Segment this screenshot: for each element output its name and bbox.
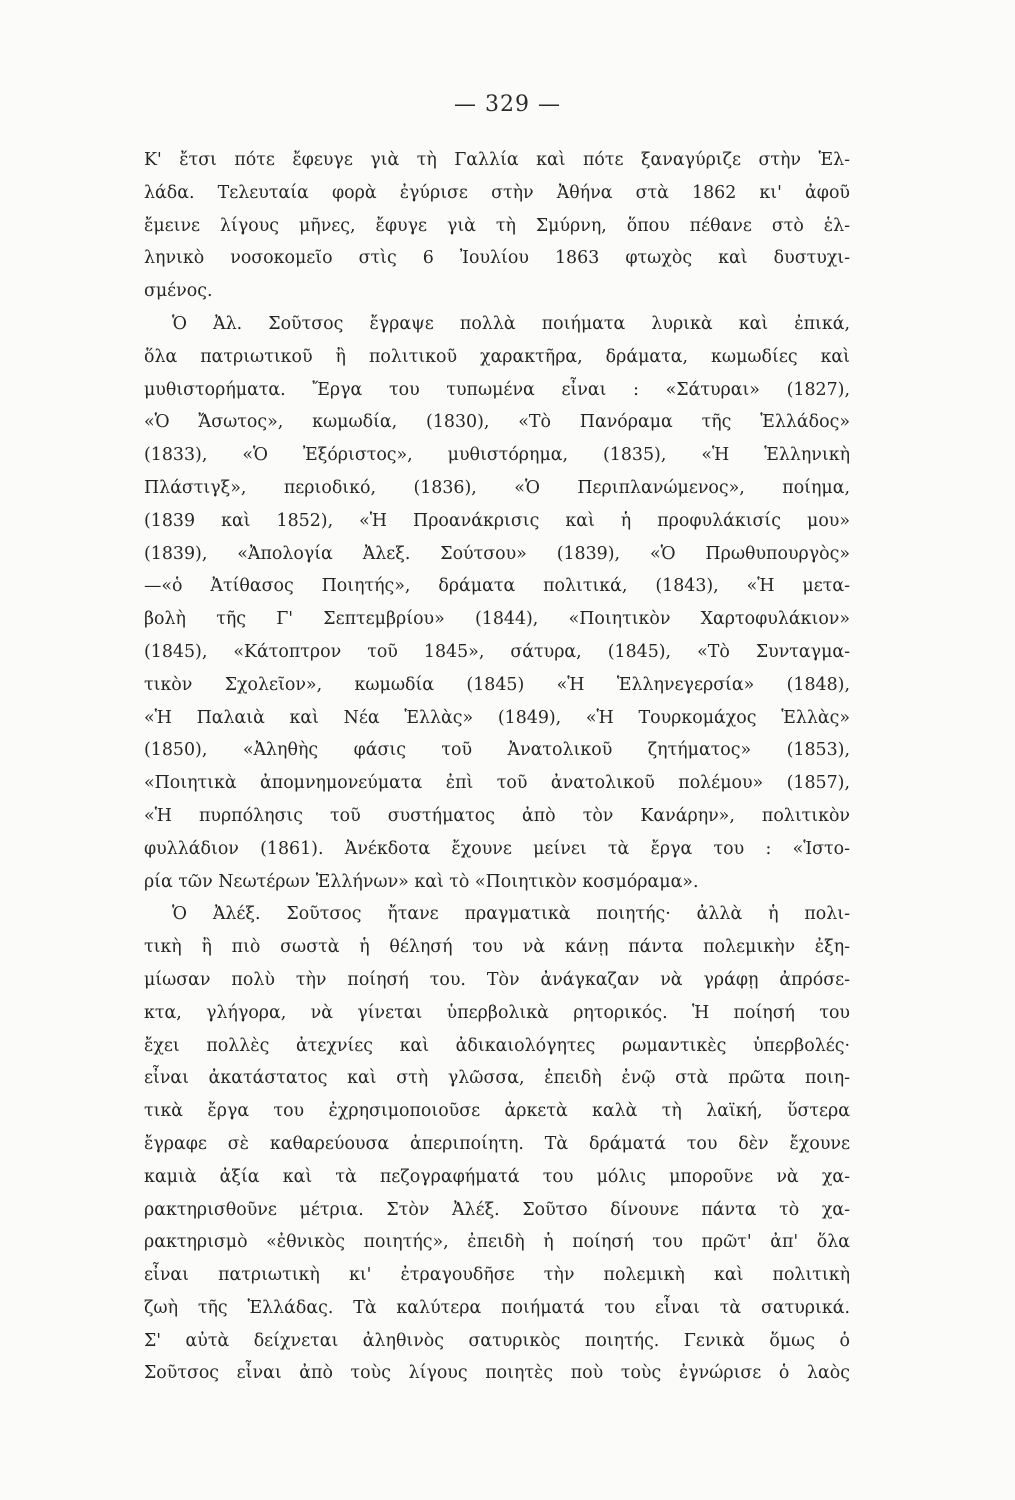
- text-line: ἔμεινε λίγους μῆνες, ἔφυγε γιὰ τὴ Σμύρνη, ὅπου πέθανε στὸ ἑλ-: [144, 215, 850, 236]
- text-line: «Ὁ Ἄσωτος», κωμωδία, (1830), «Τὸ Πανόραμα τῆς Ἑλλάδος»: [144, 412, 850, 433]
- body-text: [144, 144, 850, 1390]
- text-line: μίωσαν πολὺ τὴν ποίησή του. Τὸν ἀνάγκαζαν νὰ γράφῃ ἀπρόσε-: [144, 969, 850, 990]
- text-line: (1850), «Ἀληθὴς φάσις τοῦ Ἀνατολικοῦ ζητήματος» (1853),: [144, 740, 850, 761]
- text-line: —«ὁ Ἀτίθασος Ποιητής», δράματα πολιτικά, (1843), «Ἡ μετα-: [144, 576, 850, 597]
- text-line: Σ' αὐτὰ δείχνεται ἀληθινὸς σατυρικὸς ποιητής. Γενικὰ ὅμως ὁ: [144, 1330, 850, 1351]
- text-line: σμένος.: [144, 281, 213, 302]
- text-line: ρακτηρισθοῦνε μέτρια. Στὸν Ἀλέξ. Σοῦτσο δίνουνε πάντα τὸ χα-: [144, 1199, 850, 1220]
- text-line: (1839 καὶ 1852), «Ἡ Προανάκρισις καὶ ἡ προφυλάκισίς μου»: [144, 510, 850, 531]
- text-line: ἔχει πολλὲς ἀτεχνίες καὶ ἀδικαιολόγητες ρωμαντικὲς ὑπερβολές·: [144, 1035, 850, 1056]
- text-line: ὅλα πατριωτικοῦ ἢ πολιτικοῦ χαρακτῆρα, δράματα, κωμωδίες καὶ: [144, 346, 850, 367]
- text-line: μυθιστορήματα. Ἔργα του τυπωμένα εἶναι : «Σάτυραι» (1827),: [144, 379, 850, 400]
- text-line: «Ποιητικὰ ἀπομνημονεύματα ἐπὶ τοῦ ἀνατολικοῦ πολέμου» (1857),: [144, 773, 850, 794]
- page-number: — 329 —: [454, 92, 561, 117]
- text-line: «Ἡ Παλαιὰ καὶ Νέα Ἑλλὰς» (1849), «Ἡ Τουρκομάχος Ἑλλὰς»: [144, 707, 850, 728]
- text-line: φυλλάδιον (1861). Ἀνέκδοτα ἔχουνε μείνει τὰ ἔργα του : «Ἱστο-: [144, 838, 850, 859]
- text-line: (1845), «Κάτοπτρον τοῦ 1845», σάτυρα, (1845), «Τὸ Συνταγμα-: [144, 641, 850, 662]
- text-line: Πλάστιγξ», περιοδικό, (1836), «Ὁ Περιπλανώμενος», ποίημα,: [144, 477, 850, 498]
- text-line: κτα, γλήγορα, νὰ γίνεται ὑπερβολικὰ ρητορικός. Ἡ ποίησή του: [144, 1002, 850, 1023]
- text-line: (1839), «Ἀπολογία Ἀλεξ. Σούτσου» (1839), «Ὁ Πρωθυπουργὸς»: [144, 543, 850, 564]
- text-line: Σοῦτσος εἶναι ἀπὸ τοὺς λίγους ποιητὲς ποὺ τοὺς ἐγνώρισε ὁ λαὸς: [144, 1363, 850, 1384]
- text-line: Ὁ Ἀλέξ. Σοῦτσος ἤτανε πραγματικὰ ποιητής· ἀλλὰ ἡ πολι-: [172, 904, 850, 925]
- text-line: εἶναι ἀκατάστατος καὶ στὴ γλῶσσα, ἐπειδὴ ἐνῷ στὰ πρῶτα ποιη-: [144, 1068, 850, 1089]
- text-line: ρία τῶν Νεωτέρων Ἑλλήνων» καὶ τὸ «Ποιητικὸν κοσμόραμα».: [144, 871, 699, 892]
- text-line: εἶναι πατριωτικὴ κι' ἐτραγουδῆσε τὴν πολεμικὴ καὶ πολιτικὴ: [144, 1265, 850, 1286]
- text-line: τικὰ ἔργα του ἐχρησιμοποιοῦσε ἀρκετὰ καλὰ τὴ λαϊκή, ὕστερα: [144, 1101, 850, 1122]
- text-line: Κ' ἔτσι πότε ἔφευγε γιὰ τὴ Γαλλία καὶ πότε ξαναγύριζε στὴν Ἑλ-: [144, 150, 850, 170]
- text-line: (1833), «Ὁ Ἐξόριστος», μυθιστόρημα, (1835), «Ἡ Ἑλληνικὴ: [144, 445, 850, 466]
- text-line: καμιὰ ἀξία καὶ τὰ πεζογραφήματά του μόλις μποροῦνε νὰ χα-: [144, 1166, 850, 1187]
- text-line: τικὸν Σχολεῖον», κωμωδία (1845) «Ἡ Ἑλληνεγερσία» (1848),: [144, 674, 850, 695]
- text-line: τικὴ ἢ πιὸ σωστὰ ἡ θέλησή του νὰ κάνῃ πάντα πολεμικὴν ἐξη-: [144, 937, 850, 958]
- text-line: «Ἡ πυρπόλησις τοῦ συστήματος ἀπὸ τὸν Κανάρην», πολιτικὸν: [144, 805, 850, 826]
- text-line: ρακτηρισμὸ «ἐθνικὸς ποιητής», ἐπειδὴ ἡ ποίησή του πρῶτ' ἀπ' ὅλα: [144, 1232, 850, 1253]
- text-line: βολὴ τῆς Γ' Σεπτεμβρίου» (1844), «Ποιητικὸν Χαρτοφυλάκιον»: [144, 609, 850, 630]
- text-line: ζωὴ τῆς Ἑλλάδας. Τὰ καλύτερα ποιήματά του εἶναι τὰ σατυρικά.: [144, 1297, 850, 1318]
- text-line: ἔγραφε σὲ καθαρεύουσα ἀπεριποίητη. Τὰ δράματά του δὲν ἔχουνε: [144, 1133, 850, 1154]
- text-line: ληνικὸ νοσοκομεῖο στὶς 6 Ἰουλίου 1863 φτωχὸς καὶ δυστυχι-: [144, 248, 850, 269]
- text-line: λάδα. Τελευταία φορὰ ἐγύρισε στὴν Ἀθήνα στὰ 1862 κι' ἀφοῦ: [144, 182, 850, 203]
- text-line: Ὁ Ἀλ. Σοῦτσος ἔγραψε πολλὰ ποιήματα λυρικὰ καὶ ἐπικά,: [172, 313, 850, 334]
